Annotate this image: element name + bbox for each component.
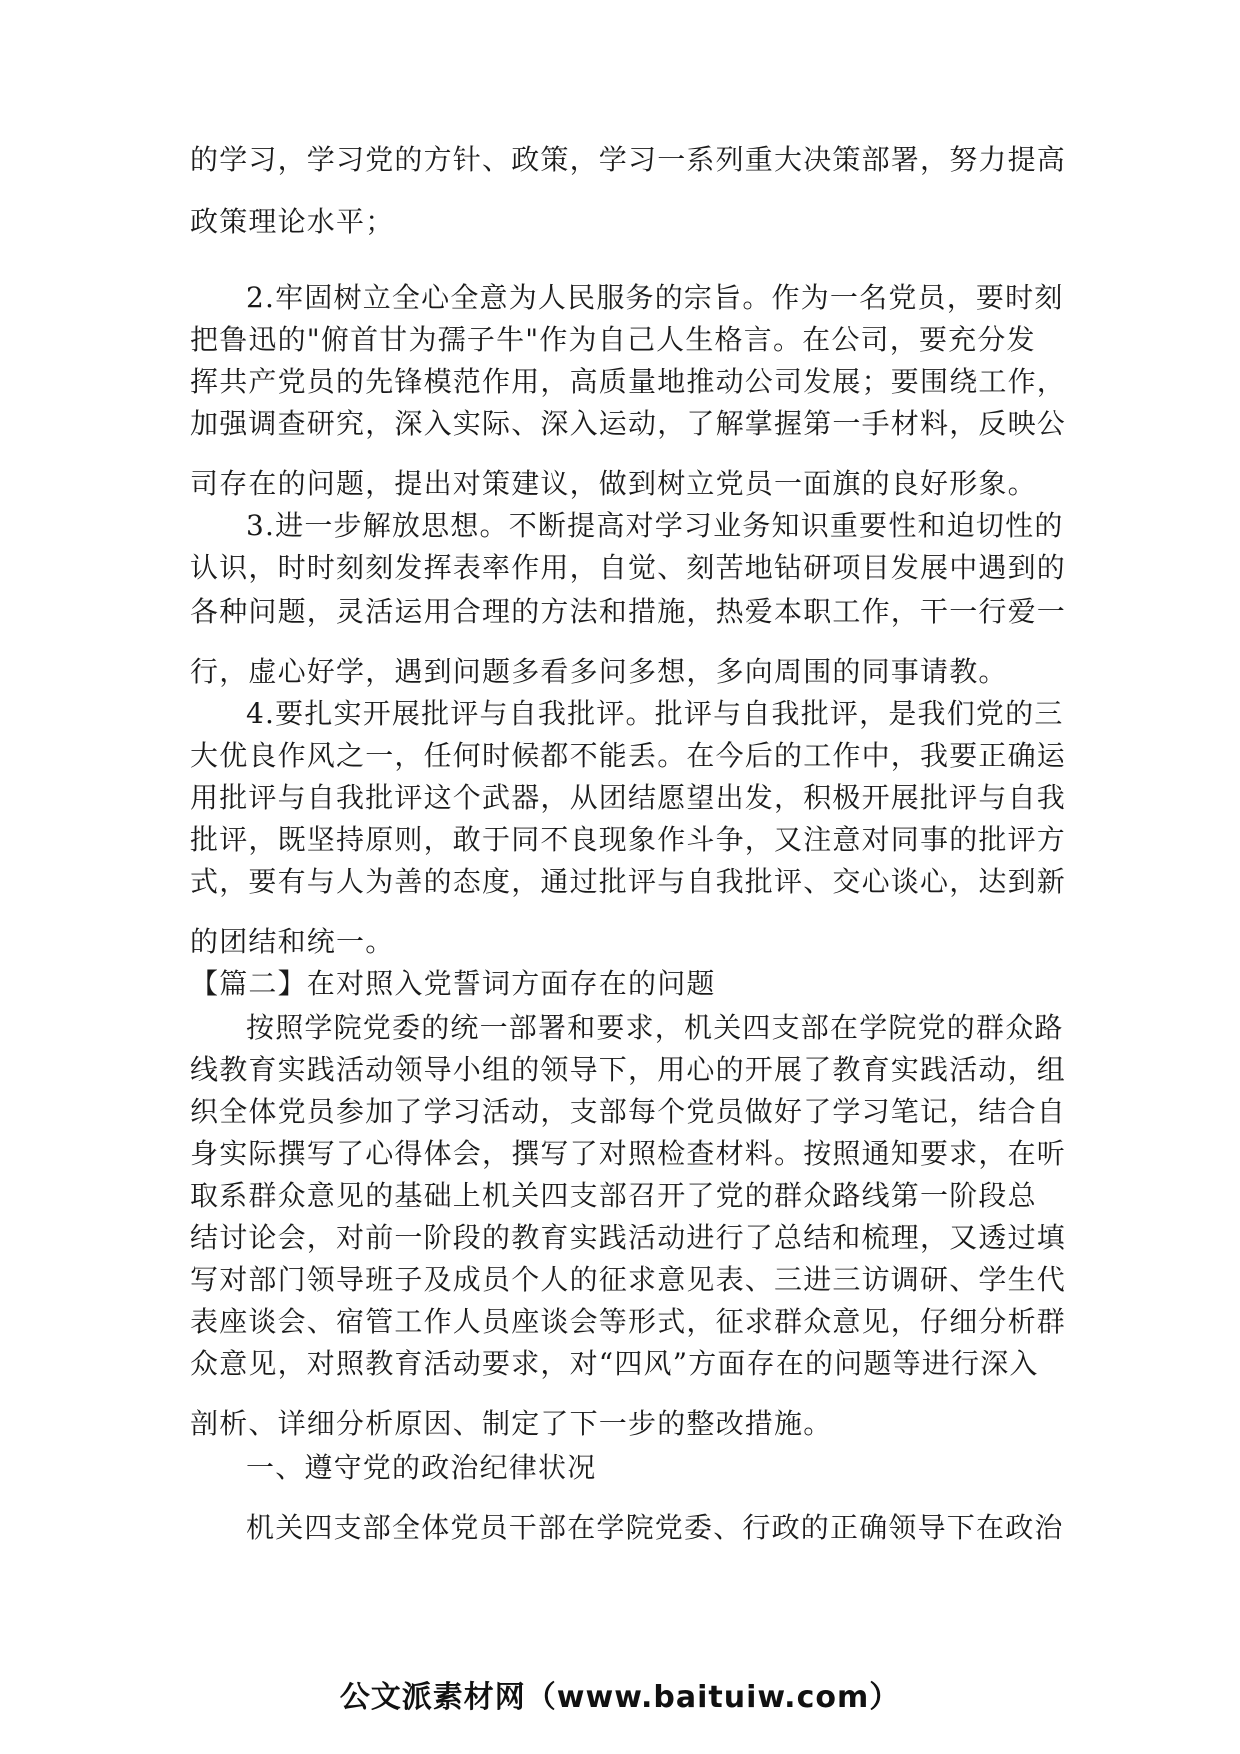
text-line: 机关四支部全体党员干部在学院党委、行政的正确领导下在政治 (246, 1511, 1064, 1544)
text-line: 取系群众意见的基础上机关四支部召开了党的群众路线第一阶段总 (190, 1179, 1037, 1212)
text-line: 把鲁迅的"俯首甘为孺子牛"作为自己人生格言。在公司，要充分发 (190, 323, 1036, 356)
text-line: 结讨论会，对前一阶段的教育实践活动进行了总结和梳理，又透过填 (190, 1221, 1067, 1254)
section-heading: 【篇二】在对照入党誓词方面存在的问题 (190, 967, 716, 1000)
text-line: 剖析、详细分析原因、制定了下一步的整改措施。 (190, 1407, 833, 1440)
text-line: 各种问题，灵活运用合理的方法和措施，热爱本职工作，干一行爱一 (190, 595, 1067, 628)
text-line: 表座谈会、宿管工作人员座谈会等形式，征求群众意见，仔细分析群 (190, 1305, 1067, 1338)
text-line: 行，虚心好学，遇到问题多看多问多想，多向周围的同事请教。 (190, 655, 1008, 688)
text-line: 挥共产党员的先锋模范作用，高质量地推动公司发展；要围绕工作， (190, 365, 1067, 398)
subheading: 一、遵守党的政治纪律状况 (246, 1451, 597, 1484)
text-line: 织全体党员参加了学习活动，支部每个党员做好了学习笔记，结合自 (190, 1095, 1067, 1128)
text-line: 用批评与自我批评这个武器，从团结愿望出发，积极开展批评与自我 (190, 781, 1067, 814)
text-line: 认识，时时刻刻发挥表率作用，自觉、刻苦地钻研项目发展中遇到的 (190, 551, 1067, 584)
text-line: 众意见，对照教育活动要求，对“四风”方面存在的问题等进行深入 (190, 1347, 1039, 1380)
text-line: 身实际撰写了心得体会，撰写了对照检查材料。按照通知要求，在听 (190, 1137, 1067, 1170)
text-line: 的学习，学习党的方针、政策，学习一系列重大决策部署，努力提高 (190, 143, 1067, 176)
text-line: 按照学院党委的统一部署和要求，机关四支部在学院党的群众路 (246, 1011, 1064, 1044)
text-line: 3.进一步解放思想。不断提高对学习业务知识重要性和迫切性的 (246, 509, 1064, 542)
footer-watermark: 公文派素材网（www.baituiw.com） (339, 1680, 901, 1715)
text-line: 写对部门领导班子及成员个人的征求意见表、三进三访调研、学生代 (190, 1263, 1067, 1296)
text-line: 4.要扎实开展批评与自我批评。批评与自我批评，是我们党的三 (246, 697, 1064, 730)
text-line: 的团结和统一。 (190, 925, 395, 958)
text-line: 2.牢固树立全心全意为人民服务的宗旨。作为一名党员，要时刻 (246, 281, 1064, 314)
text-line: 批评，既坚持原则，敢于同不良现象作斗争，又注意对同事的批评方 (190, 823, 1067, 856)
text-line: 大优良作风之一，任何时候都不能丢。在今后的工作中，我要正确运 (190, 739, 1067, 772)
text-line: 政策理论水平； (190, 205, 395, 238)
text-line: 加强调查研究，深入实际、深入运动，了解掌握第一手材料，反映公 (190, 407, 1067, 440)
text-line: 线教育实践活动领导小组的领导下，用心的开展了教育实践活动，组 (190, 1053, 1067, 1086)
text-line: 司存在的问题，提出对策建议，做到树立党员一面旗的良好形象。 (190, 467, 1037, 500)
text-line: 式，要有与人为善的态度，通过批评与自我批评、交心谈心，达到新 (190, 865, 1067, 898)
